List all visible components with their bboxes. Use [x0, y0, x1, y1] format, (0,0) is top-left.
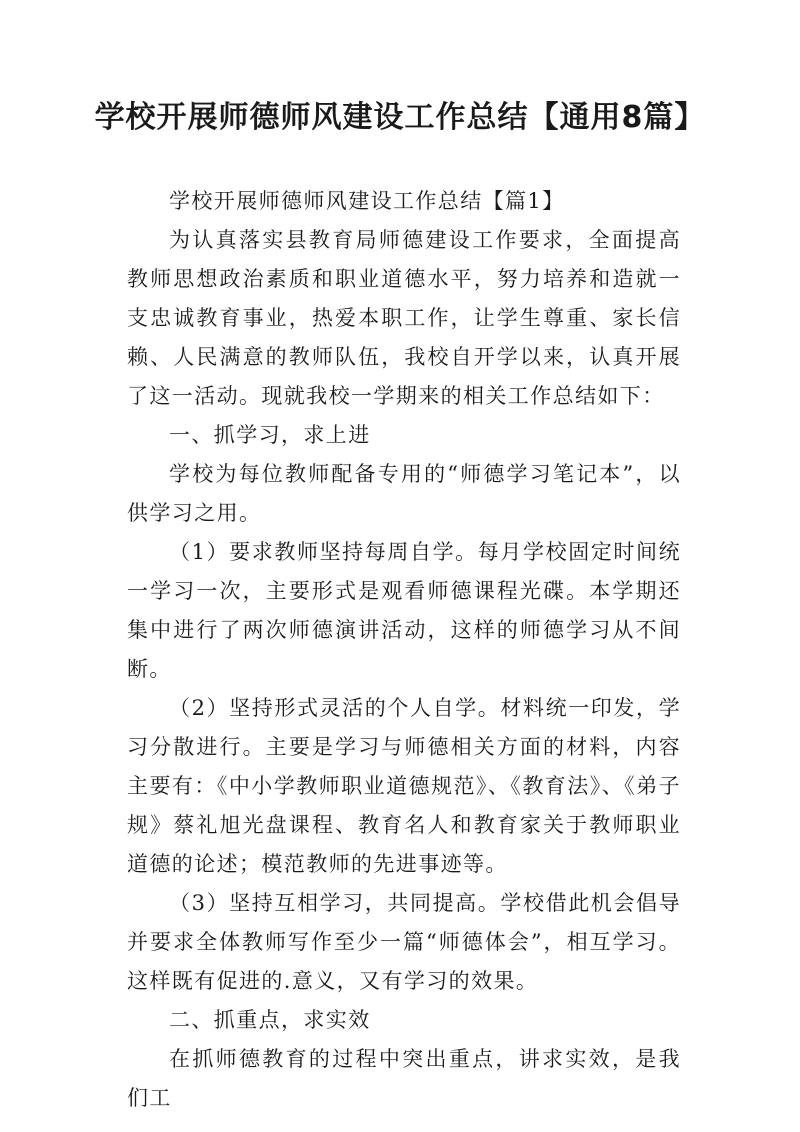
section-heading-part1: 学校开展师德师风建设工作总结【篇1】: [169, 189, 565, 213]
intro-paragraph: 为认真落实县教育局师德建设工作要求，全面提高教师思想政治素质和职业道德水平，努力培养和造就一支忠诚教育事业，热爱本职工作，让学生尊重、家长信赖、人民满意的教师队伍，我校自开学以来，认真开展了这一活动。现就我校一学期来的相关工作总结如下：: [127, 228, 681, 408]
paragraph-item-2: （2）坚持形式灵活的个人自学。材料统一印发，学习分散进行。主要是学习与师德相关方面的材料，内容主要有：《中小学教师职业道德规范》、《教育法》、《弟子规》蔡礼旭光盘课程、教育名人和教育家关于教师职业道德的论述；模范教师的先进事迹等。: [127, 696, 681, 876]
document-title: 学校开展师德师风建设工作总结【通用8篇】: [94, 100, 706, 135]
paragraph-item-3: （3）坚持互相学习，共同提高。学校借此机会倡导并要求全体教师写作至少一篇“师德体会”，相互学习。这样既有促进的.意义，又有学习的效果。: [127, 891, 681, 993]
document-body: [127, 182, 681, 1118]
paragraph-item-1: （1）要求教师坚持每周自学。每月学校固定时间统一学习一次，主要形式是观看师德课程光碟。本学期还集中进行了两次师德演讲活动，这样的师德学习从不间断。: [127, 540, 681, 681]
section-heading-focus: 二、抓重点，求实效: [169, 1008, 371, 1032]
paragraph-focus: 在抓师德教育的过程中突出重点，讲求实效，是我们工: [127, 1047, 681, 1110]
paragraph-notebook: 学校为每位教师配备专用的“师德学习笔记本”，以供学习之用。: [127, 462, 681, 525]
section-heading-study: 一、抓学习，求上进: [169, 423, 371, 447]
